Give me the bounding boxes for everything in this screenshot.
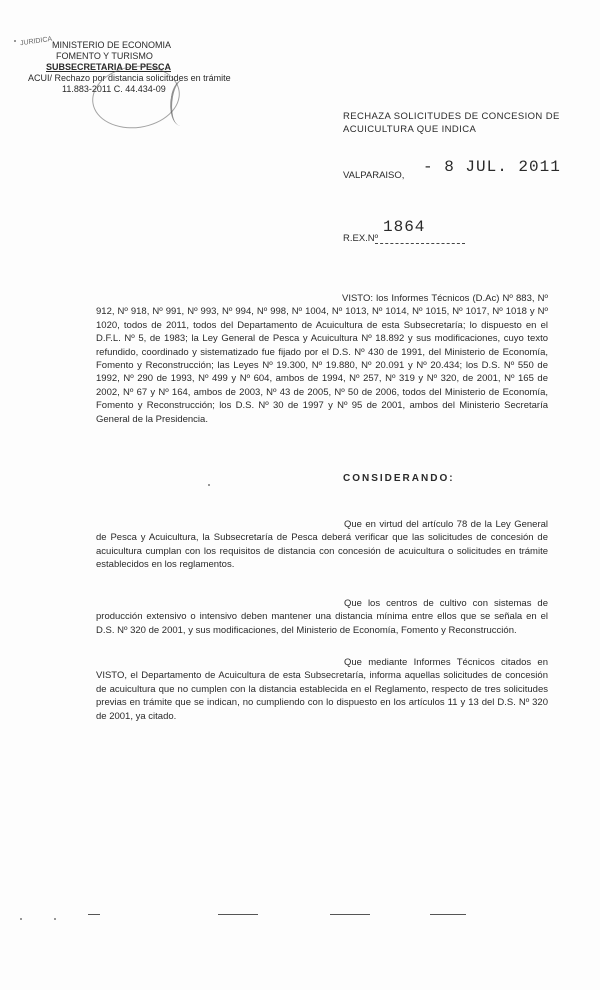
rex-number: 1864 [383, 218, 426, 236]
considerando-paragraph-1: Que en virtud del artículo 78 de la Ley General de Pesca y Acuicultura, la Subsecretaría de Pesca deberá verificar que las solicitudes de concesión de acuicultura cumplan con los requisitos de distancia con concesión de acuicultura o solicitudes en trámite establecidos en los reglamentos. [96, 519, 548, 571]
place-label: VALPARAISO, [343, 170, 405, 181]
document-title: RECHAZA SOLICITUDES DE CONCESION DE ACUICULTURA QUE INDICA [343, 111, 560, 135]
reference-line: ACUI/ Rechazo por distancia solicitudes en trámite [28, 73, 231, 83]
ministry-name: MINISTERIO DE ECONOMIA [52, 40, 172, 50]
footer-marks [0, 914, 600, 918]
considerando-heading: CONSIDERANDO: [343, 473, 455, 484]
footer-line [218, 914, 258, 915]
footer-line [88, 914, 100, 915]
stamp-text: JURIDICA [19, 35, 53, 48]
visto-paragraph: VISTO: los Informes Técnicos (D.Ac) Nº 883, Nº 912, Nº 918, Nº 991, Nº 993, Nº 994, Nº 998, Nº 1004, Nº 1013, Nº 1014, Nº 1015, Nº 1017, Nº 1018 y Nº 1020, todos de 2011, todos del Departamento de Acuicultura de esta Subsecretaría; lo dispuesto en el D.F.L. Nº 5, de 1983; la Ley General de Pesca y Acuicultura Nº 18.892 y sus modificaciones, cuyo texto refundido, coordinado y sistematizado fue fijado por el D.S. Nº 430 de 1991, del Ministerio de Economía, Fomento y Reconstrucción; las Leyes Nº 19.300, Nº 19.880, Nº 20.091 y Nº 20.434; los D.S. Nº 550 de 1992, Nº 290 de 1993, Nº 499 y Nº 604, ambos de 1994, Nº 257, Nº 319 y Nº 320, de 2001, Nº 165 de 2002, Nº 67 y Nº 164, ambos de 2003, Nº 43 de 2005, Nº 50 de 2006, todos del Ministerio de Economía, Fomento y Reconstrucción; los D.S. Nº 30 de 1997 y Nº 95 de 2001, ambos del Ministerio Secretaría General de la Presidencia. [96, 293, 548, 425]
rex-label: R.EX.Nº [343, 233, 379, 244]
place-and-date [343, 158, 583, 183]
footer-line [430, 914, 466, 915]
scan-speck [208, 484, 210, 486]
considerando-paragraph-3: Que mediante Informes Técnicos citados en VISTO, el Departamento de Acuicultura de esta Subsecretaría, informa aquellas solicitudes de concesión de acuicultura que no cumplen con la distancia establecida en el Reglamento, respecto de tres solicitudes previas en trámite que se indican, no cumpliendo con lo dispuesto en los artículos 11 y 13 del D.S. Nº 320 de 2001, ya citado. [96, 657, 548, 722]
ministry-name-line-2: FOMENTO Y TURISMO [56, 51, 153, 61]
considerando-paragraph-2: Que los centros de cultivo con sistemas de producción extensivo o intensivo deben mantener una distancia mínima entre ellos que se señala en el D.S. Nº 320 de 2001, y sus modificaciones, del Ministerio de Economía, Fomento y Reconstrucción. [96, 598, 548, 636]
scan-speck [54, 918, 56, 920]
scan-speck [14, 40, 16, 42]
rex-underline [375, 243, 465, 244]
date-stamp: - 8 JUL. 2011 [423, 158, 561, 176]
subsecretaria-name: SUBSECRETARIA DE PESCA [46, 62, 172, 72]
scan-speck [20, 918, 22, 920]
footer-line [330, 914, 370, 915]
file-reference: 11.883-2011 C. 44.434-09 [62, 84, 166, 94]
